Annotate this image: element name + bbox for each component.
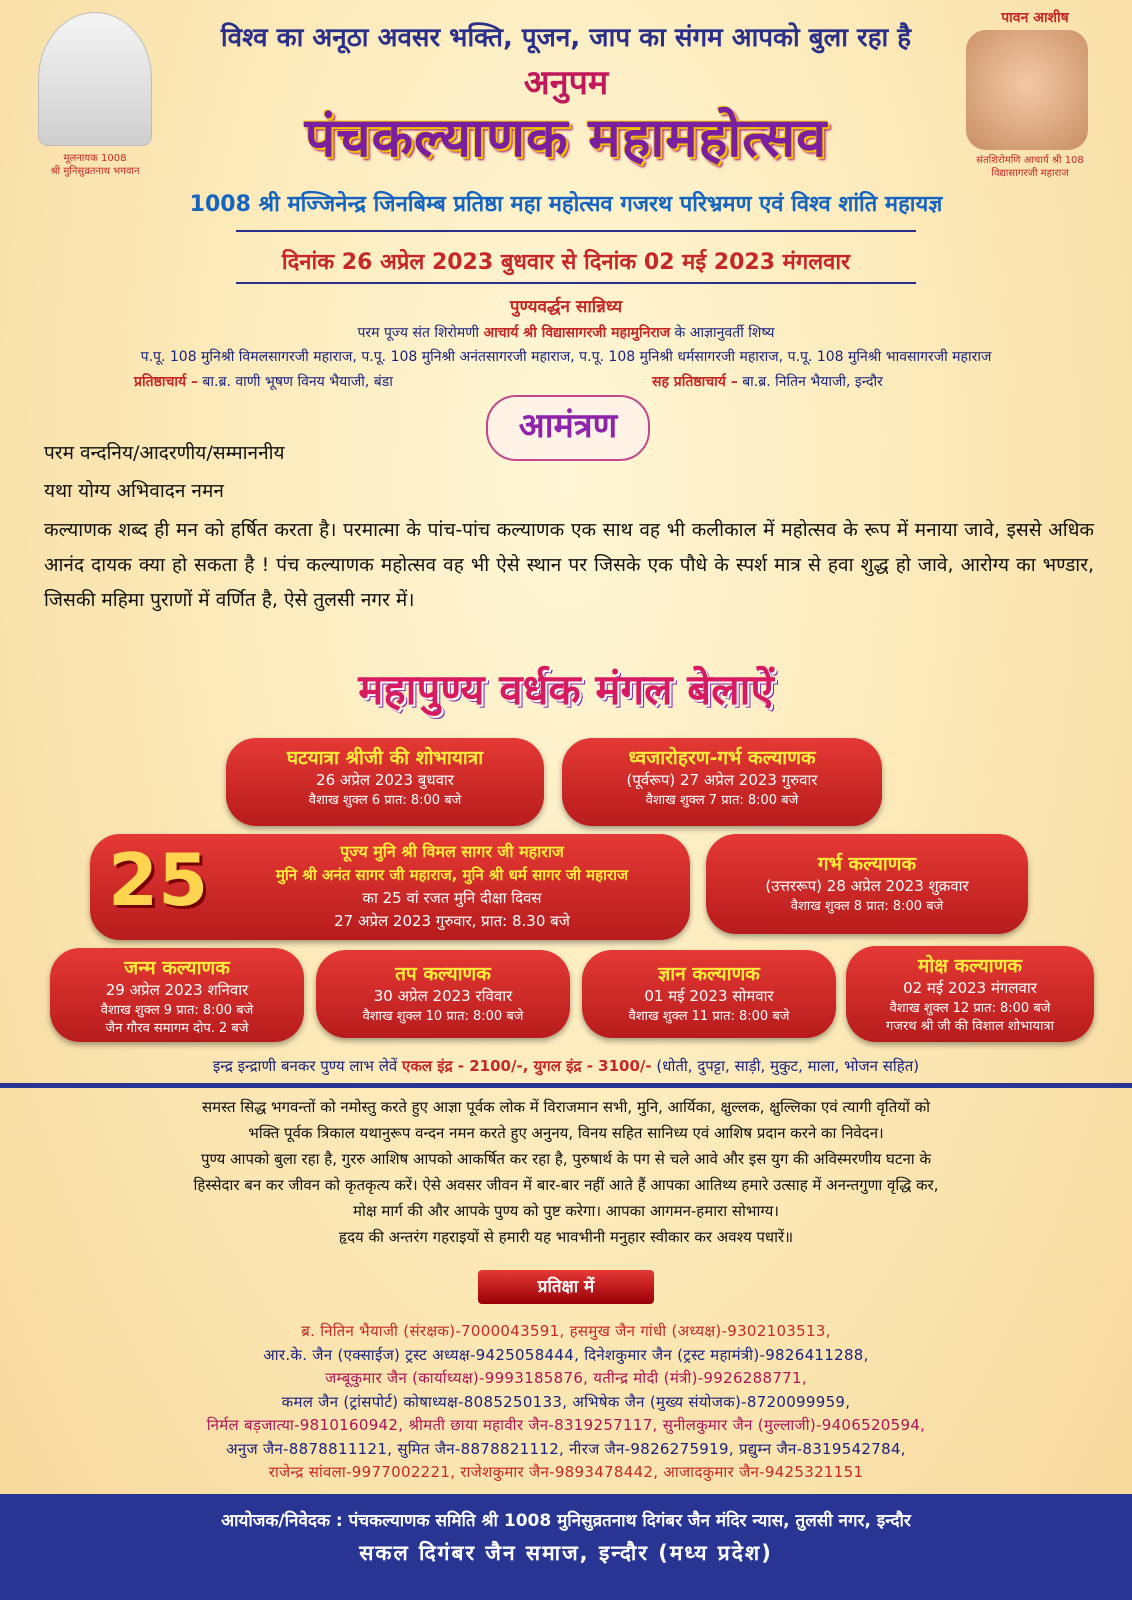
contact-line: अनुज जैन-8878811121, सुमित जैन-8878821112, नीरज जैन-9826275919, प्रद्युम्न जैन-8319542784, (226, 1439, 906, 1458)
pratishthacharya (134, 372, 393, 391)
divider (236, 230, 916, 232)
event-extra: गजरथ श्री जी की विशाल शोभायात्रा (886, 1019, 1054, 1034)
event-garbh (706, 834, 1028, 934)
bela-heading: महापुण्य वर्धक मंगल बेलाऐं (358, 665, 774, 714)
indra-offer (0, 1056, 1132, 1076)
event-time: वैशाख शुक्ल 10 प्रात: 8:00 बजे (362, 1009, 524, 1024)
subtitle: 1008 श्री मज्जिनेन्द्र जिनबिम्ब प्रतिष्ठा महा महोत्सव गजरथ परिभ्रमण एवं विश्व शांति महायज्ञ (189, 192, 943, 217)
invite-line: समस्त सिद्ध भगवन्तों को नमोस्तु करते हुए आज्ञा पूर्वक लोक में विराजमान सभी, मुनि, आर्यिका, क्षुल्लक, क्षुल्लिका एवं त्यागी वृतियों को (202, 1098, 930, 1116)
salutation-line1: परम वन्दनिय/आदरणीय/सम्माननीय (44, 442, 285, 464)
invite-line: हिस्सेदार बन कर जीवन को कृतकृत्य करें। ऐसे अवसर जीवन में बार-बार नहीं आते हैं आपका आतिथ्य हमारे उत्साह में अनन्तगुणा वृद्धि कर, (193, 1176, 939, 1194)
rajat-line2: मुनि श्री अनंत सागर जी महाराज, मुनि श्री धर्म सागर जी महाराज (275, 866, 629, 884)
event-title: ध्वजारोहरण-गर्भ कल्याणक (628, 747, 816, 769)
guru-caption-1: संतशिरोमणि आचार्य श्री 108 (976, 155, 1084, 166)
event-date: 29 अप्रेल 2023 शनिवार (105, 981, 249, 999)
event-time: वैशाख शुक्ल 11 प्रात: 8:00 बजे (628, 1009, 790, 1024)
event-janm (50, 948, 304, 1042)
organizer-line: आयोजक/निवेदक : पंचकल्याणक समिति श्री 1008 मुनिसुव्रतनाथ दिगंबर जैन मंदिर न्यास, तुलसी नगर, इन्दौर (221, 1511, 911, 1531)
saha-pratishthacharya (652, 372, 883, 391)
saha-name: बा.ब्र. नितिन भैयाजी, इन्दौर (742, 374, 883, 390)
event-ghatyatra (226, 738, 544, 826)
event-date: 02 मई 2023 मंगलवार (903, 979, 1037, 997)
event-date: 30 अप्रेल 2023 रविवार (373, 987, 513, 1005)
invite-line: मोक्ष मार्ग की और आपके पुण्य को पुष्ट करेगा। आपका आगमन-हमारा सोभाग्य। (353, 1202, 779, 1220)
contact-line: जम्बूकुमार जैन (कार्याध्यक्ष)-9993185876, यतीन्द्र मोदी (मंत्री)-9926288771, (325, 1369, 807, 1387)
event-time: वैशाख शुक्ल 8 प्रात: 8:00 बजे (790, 899, 944, 914)
event-tap (316, 950, 570, 1038)
samaj-line: सकल दिगंबर जैन समाज, इन्दौर (मध्य प्रदेश) (359, 1541, 773, 1565)
event-title: जन्म कल्याणक (124, 957, 230, 979)
footer (0, 1494, 1132, 1600)
contact-line: राजेन्द्र सांवला-9977002221, राजेशकुमार जैन-9893478442, आजादकुमार जैन-9425321151 (268, 1463, 864, 1481)
offer-prices: एकल इंद्र - 2100/-, युगल इंद्र - 3100/- (402, 1057, 652, 1075)
contact-line: आर.के. जैन (एक्साईज) ट्रस्ट अध्यक्ष-9425058444, दिनेशकुमार जैन (ट्रस्ट महामंत्री)-9826411288, (263, 1345, 869, 1364)
event-time: वैशाख शुक्ल 12 प्रात: 8:00 बजे (889, 1001, 1051, 1016)
event-extra: जैन गौरव समागम दोप. 2 बजे (105, 1021, 249, 1036)
invite-line: पुण्य आपको बुला रहा है, गुररु आशिष आपको आकर्षित कर रहा है, पुरुषार्थ के पग से चले आवे और इस युग की अविस्मरणीय घटना के (201, 1150, 931, 1168)
guru-caption-2: विद्यासागरजी महाराज (991, 168, 1069, 179)
event-title: घटयात्रा श्रीजी की शोभायात्रा (286, 747, 484, 769)
event-date: (पूर्वरूप) 27 अप्रेल 2023 गुरुवार (626, 771, 818, 789)
invite-line: भक्ति पूर्वक त्रिकाल यथानुरूप वन्दन नमन करते हुए अनुनय, विनय सहित सानिध्य एवं आशिष प्रदान करने का निवेदन। (248, 1124, 884, 1142)
event-time: वैशाख शुक्ल 6 प्रात: 8:00 बजे (308, 793, 462, 808)
line1-pre: परम पूज्य संत शिरोमणी (357, 325, 480, 341)
event-date: (उत्तररूप) 28 अप्रेल 2023 शुक्रवार (765, 877, 969, 895)
idol-caption-2: श्री मुनिसुव्रतनाथ भगवान (50, 166, 140, 177)
invitation-badge: आमंत्रण (486, 395, 650, 461)
event-gyan (582, 950, 836, 1038)
event-title: तप कल्याणक (395, 963, 491, 985)
contact-line: ब्र. नितिन भैयाजी (संरक्षक)-7000043591, हसमुख जैन गांधी (अध्यक्ष)-9302103513, (301, 1322, 831, 1340)
invite-line: हृदय की अन्तरंग गहराइयों से हमारी यह भावभीनी मनुहार स्वीकार कर अवश्य पधारें॥ (338, 1228, 794, 1246)
blessing-label: पावन आशीष (1001, 10, 1069, 26)
event-time: वैशाख शुक्ल 7 प्रात: 8:00 बजे (645, 793, 799, 808)
contacts-list (40, 1320, 1092, 1485)
rajat-line4: 27 अप्रेल 2023 गुरुवार, प्रात: 8.30 बजे (334, 912, 570, 930)
rajat-line3: का 25 वां रजत मुनि दीक्षा दिवस (362, 889, 542, 907)
event-date: 26 अप्रेल 2023 बुधवार (316, 771, 454, 789)
sannidhya-line1 (0, 323, 1132, 342)
event-title: ज्ञान कल्याणक (658, 963, 760, 985)
main-title: पंचकल्याणक महामहोत्सव (304, 106, 828, 169)
event-date: 01 मई 2023 सोमवार (644, 987, 774, 1005)
prati-label: प्रतिष्ठाचार्य – (134, 374, 198, 390)
event-rajat-diksha (90, 834, 690, 940)
line1-post: के आज्ञानुवर्ती शिष्य (674, 325, 775, 341)
top-line: विश्व का अनूठा अवसर भक्ति, पूजन, जाप का संगम आपको बुला रहा है (220, 23, 912, 53)
event-title: मोक्ष कल्याणक (917, 955, 1023, 977)
divider (236, 282, 916, 284)
salutation-paragraph: कल्याणक शब्द ही मन को हर्षित करता है। परमात्मा के पांच-पांच कल्याणक एक साथ वह भी कलीकाल में महोत्सव के रूप में मनाया जावे, इससे अधिक आनंद दायक क्या हो सकता है ! पंच कल्याणक महोत्सव वह भी ऐसे स्थान पर जिसके एक पौधे के स्पर्श मात्र से हवा शुद्ध हो जावे, आरोग्य का भण्डार, जिसकी महिमा पुराणों में वर्णित है, ऐसे तुलसी नगर में। (44, 519, 1094, 611)
event-dates: दिनांक 26 अप्रेल 2023 बुधवार से दिनांक 02 मई 2023 मंगलवार (281, 250, 851, 275)
event-title: गर्भ कल्याणक (817, 853, 917, 875)
event-dhwaja (562, 738, 882, 826)
invite-text (40, 1094, 1092, 1250)
ribbon-pratiksha: प्रतिक्षा में (478, 1270, 654, 1304)
divider-band (0, 1083, 1132, 1088)
idol-caption-1: मूलनायक 1008 (63, 153, 127, 164)
acharya-name: आचार्य श्री विद्यासागरजी महामुनिराज (483, 325, 671, 341)
sannidhya-heading: पुण्यवर्द्धन सान्निध्य (509, 297, 623, 317)
contact-line: निर्मल बड़जात्या-9810160942, श्रीमती छाया महावीर जैन-8319257117, सुनीलकुमार जैन (मुल्लाजी)-9406520594, (206, 1416, 926, 1434)
offer-pre: इन्द्र इन्द्राणी बनकर पुण्य लाभ लेवें (212, 1057, 398, 1075)
event-time: वैशाख शुक्ल 9 प्रात: 8:00 बजे (100, 1003, 254, 1018)
munis-line: प.पू. 108 मुनिश्री विमलसागरजी महाराज, प.पू. 108 मुनिश्री अनंतसागरजी महाराज, प.पू. 108 मुनिश्री धर्मसागरजी महाराज, प.पू. 108 मुनिश्री भावसागरजी महाराज (140, 349, 992, 365)
prati-name: बा.ब्र. वाणी भूषण विनय भैयाजी, बंडा (202, 374, 393, 390)
event-moksh (846, 946, 1094, 1042)
contact-line: कमल जैन (ट्रांसपोर्ट) कोषाध्यक्ष-8085250133, अभिषेक जैन (मुख्य संयोजक)-8720099959, (281, 1392, 851, 1411)
offer-post: (धोती, दुपट्टा, साड़ी, मुकुट, माला, भोजन सहित) (656, 1057, 920, 1075)
salutation-line2: यथा योग्य अभिवादन नमन (44, 480, 224, 502)
rajat-number: 25 (108, 838, 209, 922)
anupam-text: अनुपम (523, 63, 609, 103)
saha-label: सह प्रतिष्ठाचार्य – (652, 374, 738, 390)
rajat-line1: पूज्य मुनि श्री विमल सागर जी महाराज (340, 842, 564, 861)
